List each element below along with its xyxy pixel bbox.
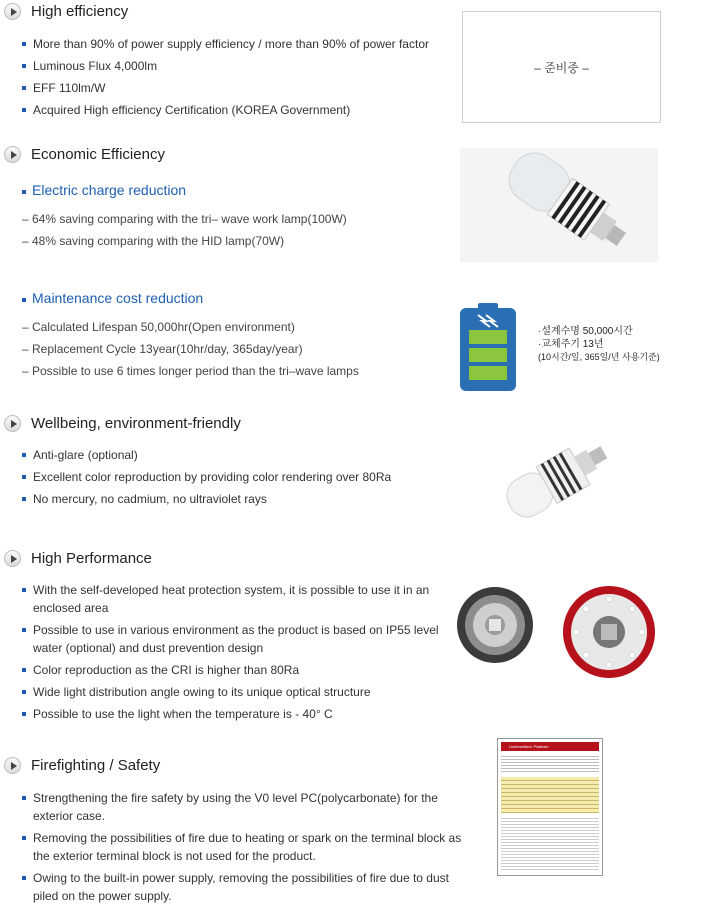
section-title: High Performance: [31, 550, 152, 567]
section-title: Wellbeing, environment-friendly: [31, 415, 241, 432]
list-item: Removing the possibilities of fire due to heating or spark on the terminal block as the exterior terminal block is not used for the product.: [22, 829, 462, 865]
subsection-title: Electric charge reduction: [22, 182, 186, 198]
note-line: ·설계수명 50,000시간: [538, 326, 633, 337]
battery-icon: [460, 303, 516, 391]
section-header: [4, 550, 152, 567]
section-title: Firefighting / Safety: [31, 757, 161, 774]
battery-notes: [538, 325, 660, 364]
list-item: Wide light distribution angle owing to its unique optical structure: [22, 683, 462, 701]
section-header: [4, 757, 160, 774]
list-item: Strengthening the fire safety by using the V0 level PC(polycarbonate) for the exterior case.: [22, 789, 462, 825]
arrow-right-icon: [4, 550, 21, 567]
section-title: High efficiency: [31, 3, 129, 20]
list-item: No mercury, no cadmium, no ultraviolet rays: [22, 490, 462, 508]
list-item: Color reproduction as the CRI is higher than 80Ra: [22, 661, 462, 679]
list-item: Possible to use the light when the temperature is - 40° C: [22, 705, 462, 723]
list-item: Excellent color reproduction by providing color rendering over 80Ra: [22, 468, 462, 486]
section-title: Economic Efficiency: [31, 146, 165, 163]
list-item: Anti-glare (optional): [22, 446, 462, 464]
section-header: [4, 3, 128, 20]
list-item: Owing to the built-in power supply, removing the possibilities of fire due to dust piled on the power supply.: [22, 869, 462, 905]
arrow-right-icon: [4, 3, 21, 20]
arrow-right-icon: [4, 415, 21, 432]
certificate-image: [497, 738, 603, 876]
section-header: [4, 146, 165, 163]
section-header: [4, 415, 241, 432]
list-item: – 64% saving comparing with the tri– wave work lamp(100W): [22, 212, 347, 226]
note-line: (10시간/일, 365일/년 사용기준): [538, 352, 660, 362]
list-item: Acquired High efficiency Certification (KOREA Government): [22, 101, 462, 119]
cert-header: Underwriters' Platform: [501, 742, 599, 751]
list-item: – Possible to use 6 times longer period than the tri–wave lamps: [22, 364, 359, 378]
lamp-front-image: [562, 585, 656, 679]
list-item: Luminous Flux 4,000lm: [22, 57, 462, 75]
list-item: – 48% saving comparing with the HID lamp(70W): [22, 234, 285, 248]
note-line: ·교체주기 13년: [538, 339, 604, 350]
subsection-title: Maintenance cost reduction: [22, 290, 203, 306]
image-placeholder: [462, 11, 661, 123]
list-item: Possible to use in various environment as the product is based on IP55 level water (optional) and dust prevention design: [22, 621, 462, 657]
led-lamp-image: [460, 148, 658, 262]
arrow-right-icon: [4, 146, 21, 163]
list-item: EFF 110lm/W: [22, 79, 462, 97]
arrow-right-icon: [4, 757, 21, 774]
list-item: More than 90% of power supply efficiency / more than 90% of power factor: [22, 35, 462, 53]
placeholder-text: – 준비중 –: [534, 60, 589, 75]
lamp-back-image: [455, 585, 535, 665]
led-lamp-image: [492, 434, 622, 520]
list-item: With the self-developed heat protection system, it is possible to use it in an enclosed area: [22, 581, 462, 617]
list-item: – Calculated Lifespan 50,000hr(Open environment): [22, 320, 295, 334]
list-item: – Replacement Cycle 13year(10hr/day, 365day/year): [22, 342, 303, 356]
